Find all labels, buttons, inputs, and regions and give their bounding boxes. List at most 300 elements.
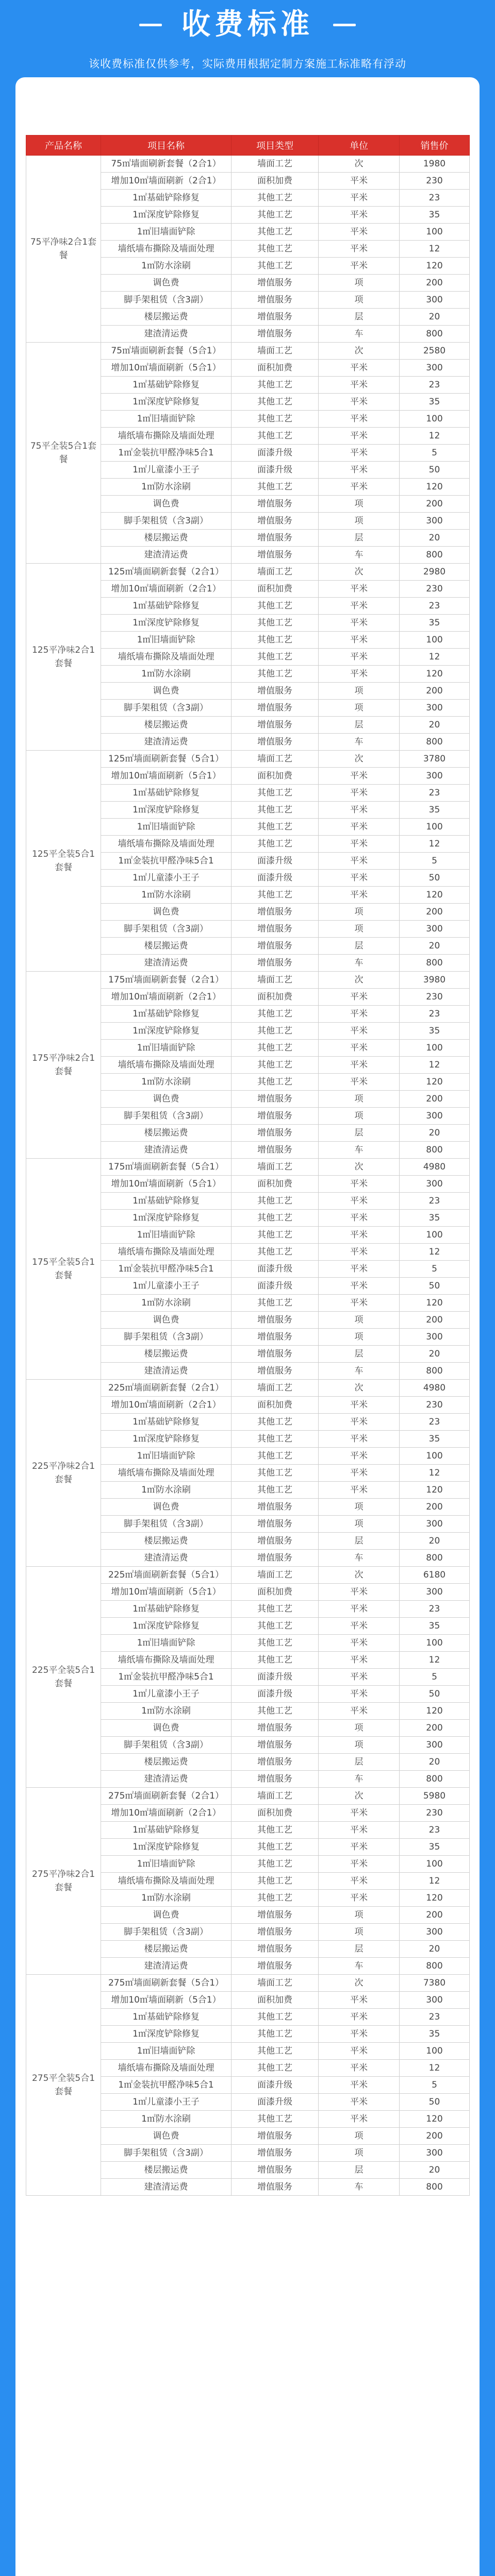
cell-unit: 次 — [319, 1567, 400, 1584]
cell-price: 35 — [400, 207, 470, 224]
cell-item-name: 1㎡基础铲除修复 — [101, 377, 232, 394]
cell-price: 20 — [400, 1125, 470, 1142]
cell-price: 300 — [400, 921, 470, 938]
cell-item-type: 增值服务 — [232, 1142, 319, 1159]
cell-item-name: 1㎡旧墙面铲除 — [101, 1227, 232, 1244]
cell-unit: 平米 — [319, 1890, 400, 1907]
cell-price: 20 — [400, 1941, 470, 1958]
cell-price: 3780 — [400, 751, 470, 768]
cell-unit: 平米 — [319, 870, 400, 887]
cell-item-type: 其他工艺 — [232, 1414, 319, 1431]
cell-price: 5 — [400, 1261, 470, 1278]
cell-price: 23 — [400, 377, 470, 394]
cell-item-name: 1㎡深度铲除修复 — [101, 615, 232, 632]
cell-item-type: 面积加费 — [232, 1176, 319, 1193]
cell-item-name: 1㎡旧墙面铲除 — [101, 1635, 232, 1652]
cell-item-type: 其他工艺 — [232, 1448, 319, 1465]
cell-price: 230 — [400, 1805, 470, 1822]
cell-unit: 平米 — [319, 989, 400, 1006]
cell-item-name: 调色费 — [101, 904, 232, 921]
cell-unit: 平米 — [319, 785, 400, 802]
cell-unit: 平米 — [319, 479, 400, 496]
cell-item-name: 1㎡基础铲除修复 — [101, 785, 232, 802]
cell-unit: 次 — [319, 1159, 400, 1176]
cell-item-name: 1㎡儿童漆小王子 — [101, 2094, 232, 2111]
cell-item-type: 其他工艺 — [232, 1703, 319, 1720]
cell-price: 12 — [400, 1652, 470, 1669]
cell-price: 2580 — [400, 343, 470, 360]
cell-package-name: 75平全装5合1套餐 — [26, 343, 101, 564]
table-row — [26, 1380, 470, 1397]
cell-unit: 层 — [319, 1346, 400, 1363]
cell-price: 100 — [400, 1856, 470, 1873]
cell-unit: 平米 — [319, 1295, 400, 1312]
cell-item-name: 建渣清运费 — [101, 547, 232, 564]
cell-item-type: 增值服务 — [232, 904, 319, 921]
cell-package-name: 75平净味2合1套餐 — [26, 156, 101, 343]
cell-price: 300 — [400, 292, 470, 309]
cell-price: 300 — [400, 700, 470, 717]
cell-item-name: 墙纸墙布撕除及墙面处理 — [101, 2060, 232, 2077]
cell-package-name: 125平全装5合1套餐 — [26, 751, 101, 972]
cell-price: 50 — [400, 1278, 470, 1295]
cell-item-type: 其他工艺 — [232, 1227, 319, 1244]
cell-unit: 平米 — [319, 1278, 400, 1295]
cell-price: 35 — [400, 394, 470, 411]
cell-item-type: 墙面工艺 — [232, 1567, 319, 1584]
cell-price: 12 — [400, 241, 470, 258]
cell-unit: 平米 — [319, 853, 400, 870]
cell-unit: 项 — [319, 2128, 400, 2145]
cell-item-name: 1㎡深度铲除修复 — [101, 2026, 232, 2043]
cell-unit: 平米 — [319, 1822, 400, 1839]
cell-unit: 平米 — [319, 632, 400, 649]
cell-item-type: 面漆升级 — [232, 2077, 319, 2094]
cell-price: 120 — [400, 887, 470, 904]
cell-price: 200 — [400, 1091, 470, 1108]
cell-item-type: 其他工艺 — [232, 1244, 319, 1261]
cell-unit: 项 — [319, 904, 400, 921]
cell-item-name: 脚手架租赁（含3副） — [101, 2145, 232, 2162]
cell-item-name: 1㎡深度铲除修复 — [101, 1210, 232, 1227]
cell-item-type: 增值服务 — [232, 1754, 319, 1771]
cell-unit: 平米 — [319, 1669, 400, 1686]
cell-price: 800 — [400, 1958, 470, 1975]
cell-unit: 平米 — [319, 1686, 400, 1703]
cell-item-type: 增值服务 — [232, 1907, 319, 1924]
cell-item-name: 建渣清运费 — [101, 1363, 232, 1380]
cell-item-type: 增值服务 — [232, 734, 319, 751]
cell-item-name: 1㎡防水涂刷 — [101, 258, 232, 275]
cell-item-type: 增值服务 — [232, 496, 319, 513]
cell-price: 200 — [400, 1720, 470, 1737]
cell-unit: 平米 — [319, 2060, 400, 2077]
cell-item-name: 1㎡基础铲除修复 — [101, 2009, 232, 2026]
cell-item-type: 增值服务 — [232, 700, 319, 717]
cell-item-name: 1㎡金装抗甲醛净味5合1 — [101, 1261, 232, 1278]
cell-price: 20 — [400, 309, 470, 326]
cell-item-type: 其他工艺 — [232, 1856, 319, 1873]
cell-unit: 平米 — [319, 1244, 400, 1261]
cell-unit: 平米 — [319, 802, 400, 819]
cell-item-name: 1㎡防水涂刷 — [101, 2111, 232, 2128]
table-body — [26, 156, 470, 2196]
cell-price: 20 — [400, 530, 470, 547]
cell-unit: 平米 — [319, 581, 400, 598]
cell-unit: 项 — [319, 1720, 400, 1737]
cell-unit: 平米 — [319, 1652, 400, 1669]
cell-price: 20 — [400, 1533, 470, 1550]
cell-price: 23 — [400, 1006, 470, 1023]
cell-item-type: 面积加费 — [232, 989, 319, 1006]
cell-unit: 项 — [319, 1924, 400, 1941]
cell-unit: 平米 — [319, 1873, 400, 1890]
cell-item-type: 墙面工艺 — [232, 156, 319, 173]
cell-price: 120 — [400, 479, 470, 496]
cell-price: 50 — [400, 2094, 470, 2111]
cell-item-name: 1㎡儿童漆小王子 — [101, 870, 232, 887]
cell-package-name: 175平全装5合1套餐 — [26, 1159, 101, 1380]
cell-unit: 平米 — [319, 2094, 400, 2111]
cell-item-type: 增值服务 — [232, 1958, 319, 1975]
cell-item-name: 墙纸墙布撕除及墙面处理 — [101, 1873, 232, 1890]
cell-unit: 平米 — [319, 2043, 400, 2060]
cell-price: 300 — [400, 1516, 470, 1533]
cell-item-name: 1㎡金装抗甲醛净味5合1 — [101, 853, 232, 870]
cell-item-type: 墙面工艺 — [232, 1975, 319, 1992]
cell-item-type: 增值服务 — [232, 2145, 319, 2162]
cell-price: 35 — [400, 1618, 470, 1635]
table-header-row — [26, 135, 470, 156]
cell-item-name: 75㎡墙面刷新套餐（2合1） — [101, 156, 232, 173]
cell-package-name: 225平全装5合1套餐 — [26, 1567, 101, 1788]
cell-price: 120 — [400, 1482, 470, 1499]
cell-price: 800 — [400, 955, 470, 972]
cell-item-name: 调色费 — [101, 1499, 232, 1516]
cell-price: 100 — [400, 1448, 470, 1465]
cell-item-type: 增值服务 — [232, 1125, 319, 1142]
cell-price: 200 — [400, 904, 470, 921]
cell-package-name: 275平净味2合1套餐 — [26, 1788, 101, 1975]
cell-item-name: 建渣清运费 — [101, 1958, 232, 1975]
cell-price: 20 — [400, 1754, 470, 1771]
cell-unit: 平米 — [319, 1482, 400, 1499]
cell-item-type: 增值服务 — [232, 955, 319, 972]
column-header-price: 销售价 — [400, 135, 470, 156]
cell-item-name: 1㎡基础铲除修复 — [101, 1006, 232, 1023]
cell-unit: 平米 — [319, 445, 400, 462]
cell-price: 300 — [400, 1329, 470, 1346]
cell-item-type: 其他工艺 — [232, 785, 319, 802]
cell-item-name: 楼层搬运费 — [101, 1754, 232, 1771]
cell-item-name: 调色费 — [101, 1907, 232, 1924]
cell-unit: 次 — [319, 751, 400, 768]
cell-item-name: 墙纸墙布撕除及墙面处理 — [101, 241, 232, 258]
cell-price: 23 — [400, 1601, 470, 1618]
cell-unit: 平米 — [319, 207, 400, 224]
cell-item-type: 增值服务 — [232, 1771, 319, 1788]
cell-unit: 平米 — [319, 598, 400, 615]
cell-unit: 车 — [319, 1771, 400, 1788]
cell-item-name: 脚手架租赁（含3副） — [101, 1516, 232, 1533]
cell-unit: 平米 — [319, 1618, 400, 1635]
cell-unit: 车 — [319, 1142, 400, 1159]
cell-unit: 平米 — [319, 258, 400, 275]
cell-price: 100 — [400, 411, 470, 428]
cell-unit: 平米 — [319, 1856, 400, 1873]
cell-item-type: 其他工艺 — [232, 428, 319, 445]
cell-price: 100 — [400, 819, 470, 836]
cell-item-type: 增值服务 — [232, 1312, 319, 1329]
cell-item-type: 增值服务 — [232, 275, 319, 292]
cell-item-name: 脚手架租赁（含3副） — [101, 700, 232, 717]
cell-price: 12 — [400, 1057, 470, 1074]
cell-price: 5 — [400, 1669, 470, 1686]
cell-unit: 层 — [319, 938, 400, 955]
cell-item-name: 增加10㎡墙面刷新（2合1） — [101, 1397, 232, 1414]
cell-item-name: 1㎡金装抗甲醛净味5合1 — [101, 1669, 232, 1686]
cell-item-name: 175㎡墙面刷新套餐（2合1） — [101, 972, 232, 989]
cell-item-name: 1㎡防水涂刷 — [101, 1074, 232, 1091]
column-header-item: 项目名称 — [101, 135, 232, 156]
cell-item-name: 1㎡儿童漆小王子 — [101, 462, 232, 479]
price-table-card — [15, 77, 480, 2576]
cell-price: 12 — [400, 2060, 470, 2077]
cell-item-type: 其他工艺 — [232, 394, 319, 411]
cell-item-type: 面漆升级 — [232, 853, 319, 870]
cell-unit: 平米 — [319, 224, 400, 241]
cell-price: 300 — [400, 2145, 470, 2162]
cell-item-name: 275㎡墙面刷新套餐（2合1） — [101, 1788, 232, 1805]
cell-unit: 平米 — [319, 2111, 400, 2128]
cell-unit: 平米 — [319, 1414, 400, 1431]
cell-unit: 车 — [319, 2179, 400, 2196]
cell-price: 800 — [400, 2179, 470, 2196]
cell-item-type: 增值服务 — [232, 1346, 319, 1363]
cell-package-name: 225平净味2合1套餐 — [26, 1380, 101, 1567]
cell-unit: 次 — [319, 1975, 400, 1992]
cell-item-type: 其他工艺 — [232, 1057, 319, 1074]
table-row — [26, 564, 470, 581]
cell-unit: 次 — [319, 1788, 400, 1805]
cell-price: 200 — [400, 683, 470, 700]
cell-item-type: 其他工艺 — [232, 2060, 319, 2077]
cell-price: 100 — [400, 1040, 470, 1057]
cell-item-type: 增值服务 — [232, 938, 319, 955]
cell-price: 200 — [400, 496, 470, 513]
cell-item-type: 墙面工艺 — [232, 972, 319, 989]
cell-unit: 次 — [319, 156, 400, 173]
cell-price: 4980 — [400, 1159, 470, 1176]
cell-item-name: 墙纸墙布撕除及墙面处理 — [101, 1244, 232, 1261]
cell-item-type: 其他工艺 — [232, 632, 319, 649]
cell-unit: 平米 — [319, 377, 400, 394]
cell-item-name: 调色费 — [101, 1091, 232, 1108]
cell-unit: 车 — [319, 1958, 400, 1975]
cell-unit: 车 — [319, 326, 400, 343]
cell-unit: 次 — [319, 343, 400, 360]
cell-item-type: 面积加费 — [232, 1992, 319, 2009]
cell-unit: 平米 — [319, 1839, 400, 1856]
cell-item-type: 增值服务 — [232, 309, 319, 326]
table-row — [26, 343, 470, 360]
cell-item-name: 建渣清运费 — [101, 2179, 232, 2196]
cell-item-type: 面漆升级 — [232, 870, 319, 887]
cell-price: 120 — [400, 258, 470, 275]
cell-unit: 平米 — [319, 768, 400, 785]
cell-item-name: 墙纸墙布撕除及墙面处理 — [101, 1465, 232, 1482]
cell-item-name: 1㎡基础铲除修复 — [101, 1193, 232, 1210]
cell-item-name: 1㎡基础铲除修复 — [101, 1822, 232, 1839]
cell-item-name: 脚手架租赁（含3副） — [101, 1329, 232, 1346]
table-row — [26, 1975, 470, 1992]
cell-price: 20 — [400, 1346, 470, 1363]
cell-item-type: 增值服务 — [232, 2128, 319, 2145]
cell-item-type: 增值服务 — [232, 1720, 319, 1737]
title-right-decoration — [333, 24, 356, 26]
cell-item-name: 75㎡墙面刷新套餐（5合1） — [101, 343, 232, 360]
cell-item-type: 其他工艺 — [232, 1890, 319, 1907]
cell-price: 300 — [400, 1584, 470, 1601]
price-table-wrap — [26, 135, 469, 2196]
cell-package-name: 125平净味2合1套餐 — [26, 564, 101, 751]
cell-price: 230 — [400, 173, 470, 190]
cell-price: 12 — [400, 428, 470, 445]
cell-item-type: 增值服务 — [232, 2179, 319, 2196]
cell-unit: 平米 — [319, 360, 400, 377]
cell-package-name: 175平净味2合1套餐 — [26, 972, 101, 1159]
cell-item-type: 其他工艺 — [232, 887, 319, 904]
cell-item-name: 125㎡墙面刷新套餐（2合1） — [101, 564, 232, 581]
cell-item-type: 增值服务 — [232, 530, 319, 547]
cell-item-type: 其他工艺 — [232, 1618, 319, 1635]
cell-unit: 平米 — [319, 1040, 400, 1057]
cell-item-type: 增值服务 — [232, 326, 319, 343]
cell-price: 35 — [400, 802, 470, 819]
column-header-type: 项目类型 — [232, 135, 319, 156]
table-row — [26, 156, 470, 173]
cell-item-name: 增加10㎡墙面刷新（5合1） — [101, 1992, 232, 2009]
cell-price: 5 — [400, 445, 470, 462]
cell-item-type: 面积加费 — [232, 581, 319, 598]
cell-unit: 平米 — [319, 1261, 400, 1278]
cell-unit: 平米 — [319, 836, 400, 853]
cell-price: 2980 — [400, 564, 470, 581]
cell-item-type: 增值服务 — [232, 1499, 319, 1516]
cell-price: 230 — [400, 581, 470, 598]
cell-price: 35 — [400, 615, 470, 632]
cell-unit: 车 — [319, 734, 400, 751]
cell-item-type: 其他工艺 — [232, 666, 319, 683]
cell-unit: 项 — [319, 1907, 400, 1924]
cell-item-type: 其他工艺 — [232, 1873, 319, 1890]
cell-item-type: 增值服务 — [232, 1363, 319, 1380]
table-row — [26, 1567, 470, 1584]
cell-item-name: 墙纸墙布撕除及墙面处理 — [101, 836, 232, 853]
cell-item-name: 1㎡深度铲除修复 — [101, 1023, 232, 1040]
cell-item-type: 增值服务 — [232, 921, 319, 938]
cell-item-name: 增加10㎡墙面刷新（2合1） — [101, 173, 232, 190]
cell-item-type: 增值服务 — [232, 547, 319, 564]
cell-package-name: 275平全装5合1套餐 — [26, 1975, 101, 2196]
cell-price: 230 — [400, 1397, 470, 1414]
page-subtitle: 该收费标准仅供参考，实际费用根据定制方案施工标准略有浮动 — [89, 58, 406, 70]
cell-price: 800 — [400, 547, 470, 564]
cell-price: 300 — [400, 1924, 470, 1941]
cell-price: 50 — [400, 1686, 470, 1703]
cell-unit: 次 — [319, 972, 400, 989]
cell-unit: 层 — [319, 717, 400, 734]
cell-unit: 层 — [319, 530, 400, 547]
cell-unit: 平米 — [319, 1584, 400, 1601]
cell-unit: 平米 — [319, 1074, 400, 1091]
cell-price: 5 — [400, 853, 470, 870]
cell-price: 20 — [400, 717, 470, 734]
table-row — [26, 972, 470, 989]
cell-item-name: 175㎡墙面刷新套餐（5合1） — [101, 1159, 232, 1176]
cell-item-type: 增值服务 — [232, 292, 319, 309]
cell-item-type: 其他工艺 — [232, 1601, 319, 1618]
cell-item-type: 其他工艺 — [232, 1006, 319, 1023]
cell-item-name: 1㎡深度铲除修复 — [101, 207, 232, 224]
cell-item-name: 楼层搬运费 — [101, 530, 232, 547]
cell-price: 35 — [400, 1210, 470, 1227]
cell-price: 35 — [400, 2026, 470, 2043]
cell-price: 12 — [400, 836, 470, 853]
cell-item-type: 其他工艺 — [232, 377, 319, 394]
cell-item-type: 面漆升级 — [232, 462, 319, 479]
cell-item-name: 1㎡基础铲除修复 — [101, 190, 232, 207]
cell-unit: 项 — [319, 496, 400, 513]
cell-item-name: 1㎡防水涂刷 — [101, 1295, 232, 1312]
cell-item-type: 其他工艺 — [232, 479, 319, 496]
cell-unit: 项 — [319, 2145, 400, 2162]
cell-item-type: 其他工艺 — [232, 1822, 319, 1839]
cell-unit: 平米 — [319, 1397, 400, 1414]
cell-unit: 次 — [319, 1380, 400, 1397]
cell-unit: 平米 — [319, 1431, 400, 1448]
cell-item-type: 其他工艺 — [232, 2043, 319, 2060]
cell-item-type: 增值服务 — [232, 1329, 319, 1346]
cell-item-name: 1㎡基础铲除修复 — [101, 1414, 232, 1431]
cell-item-name: 增加10㎡墙面刷新（5合1） — [101, 360, 232, 377]
cell-item-type: 其他工艺 — [232, 598, 319, 615]
cell-item-name: 调色费 — [101, 1312, 232, 1329]
cell-item-name: 增加10㎡墙面刷新（5合1） — [101, 1176, 232, 1193]
cell-item-type: 其他工艺 — [232, 1652, 319, 1669]
cell-price: 12 — [400, 1873, 470, 1890]
cell-unit: 平米 — [319, 1805, 400, 1822]
cell-unit: 平米 — [319, 190, 400, 207]
cell-item-name: 楼层搬运费 — [101, 717, 232, 734]
cell-price: 23 — [400, 1822, 470, 1839]
cell-unit: 项 — [319, 292, 400, 309]
title-row — [0, 4, 495, 45]
cell-item-type: 增值服务 — [232, 513, 319, 530]
cell-price: 800 — [400, 1142, 470, 1159]
cell-item-name: 1㎡旧墙面铲除 — [101, 1448, 232, 1465]
cell-item-name: 墙纸墙布撕除及墙面处理 — [101, 1057, 232, 1074]
cell-item-name: 1㎡儿童漆小王子 — [101, 1278, 232, 1295]
column-header-unit: 单位 — [319, 135, 400, 156]
cell-item-name: 建渣清运费 — [101, 955, 232, 972]
cell-price: 200 — [400, 275, 470, 292]
cell-item-type: 增值服务 — [232, 1550, 319, 1567]
cell-item-type: 其他工艺 — [232, 241, 319, 258]
cell-item-type: 面漆升级 — [232, 1669, 319, 1686]
cell-item-name: 调色费 — [101, 275, 232, 292]
cell-unit: 次 — [319, 564, 400, 581]
